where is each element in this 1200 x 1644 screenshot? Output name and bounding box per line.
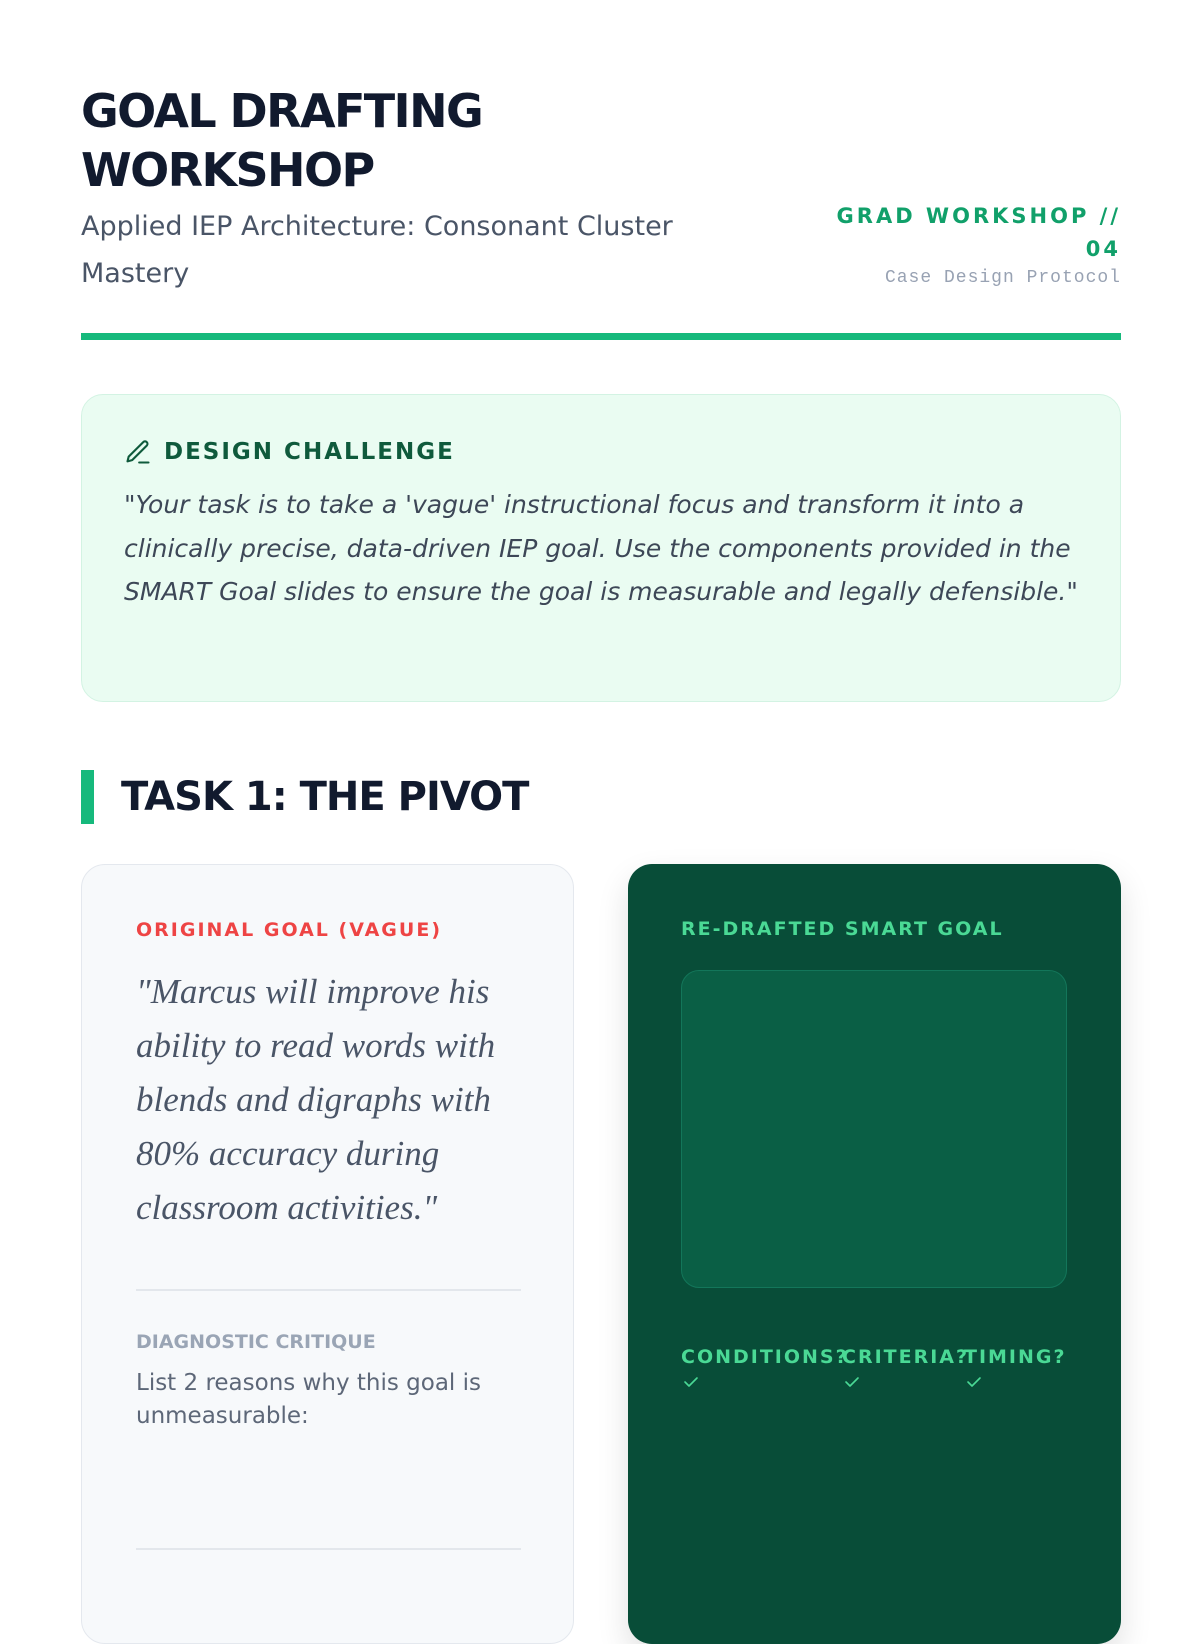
check-icon [683, 1376, 699, 1388]
challenge-quote: "Your task is to take a 'vague' instructional focus and transform it into a clinically precise, data-driven IEP goal. Use the components provided in the SMART Goal slides to ensure the goal is measurable and legally defensible." [124, 490, 1078, 606]
checklist-label: TIMING? [964, 1346, 1067, 1368]
checklist-item-conditions[interactable] [681, 1346, 849, 1388]
design-challenge-box [81, 394, 1121, 702]
workshop-meta [801, 200, 1121, 288]
task-title: TASK 1: THE PIVOT [121, 774, 529, 820]
check-icon [966, 1376, 982, 1388]
critique-prompt: List 2 reasons why this goal is unmeasurable: [136, 1370, 482, 1429]
protocol-label: Case Design Protocol [884, 268, 1121, 288]
goal-checklist [681, 1346, 1068, 1388]
challenge-title: DESIGN CHALLENGE [164, 439, 455, 465]
page-subtitle: Applied IEP Architecture: Consonant Cluster Mastery [81, 211, 673, 289]
critique-label: DIAGNOSTIC CRITIQUE [136, 1331, 376, 1353]
pencil-icon [124, 438, 152, 466]
workshop-number: GRAD WORKSHOP // 04 [836, 204, 1121, 261]
original-goal-quote: "Marcus will improve his ability to read words with blends and digraphs with 80% accuracy during classroom activities." [136, 972, 496, 1227]
header-divider [81, 333, 1121, 340]
original-goal-card [81, 864, 574, 1644]
original-goal-label: ORIGINAL GOAL (VAGUE) [136, 919, 442, 941]
redraft-label: RE-DRAFTED SMART GOAL [681, 918, 1004, 940]
checklist-item-timing[interactable] [964, 1346, 1067, 1388]
card-divider [136, 1289, 521, 1291]
section-accent-bar [81, 770, 94, 824]
page-header [81, 82, 1121, 342]
redraft-card [628, 864, 1121, 1644]
checklist-item-criteria[interactable] [842, 1346, 970, 1388]
smart-goal-draft-area[interactable] [681, 970, 1067, 1288]
challenge-heading [124, 435, 1078, 469]
page-title: GOAL DRAFTING WORKSHOP [81, 84, 483, 197]
answer-line[interactable] [136, 1548, 521, 1550]
check-icon [844, 1376, 860, 1388]
task-heading [81, 770, 528, 824]
checklist-label: CONDITIONS? [681, 1346, 849, 1368]
checklist-label: CRITERIA? [842, 1346, 970, 1368]
